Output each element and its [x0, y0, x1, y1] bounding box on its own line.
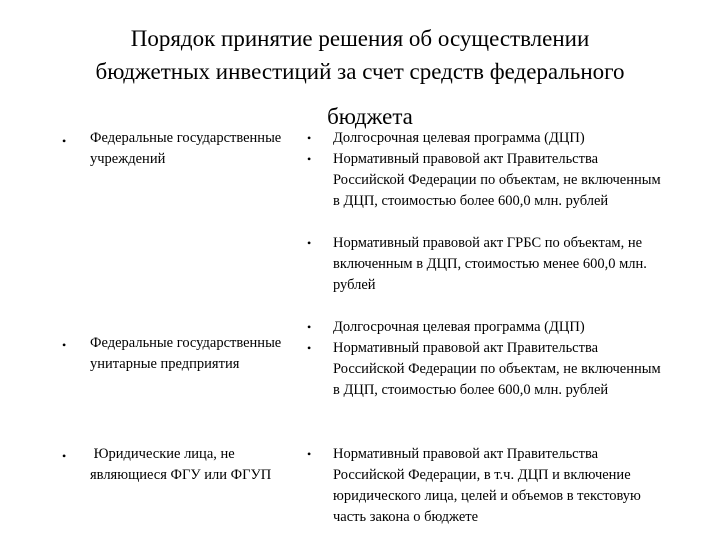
list-item: Нормативный правовой акт Правительства Российской Федерации, в т.ч. ДЦП и включение юридического лица, целей и объемов в текстовую часть закона о бюджете [333, 446, 641, 525]
list-item: Долгосрочная целевая программа (ДЦП) [333, 319, 585, 335]
page-title [0, 22, 720, 88]
title-line-2: бюджетных инвестиций за счет средств федерального [95, 59, 625, 84]
list-item: Долгосрочная целевая программа (ДЦП) [333, 130, 585, 146]
bullet: • [307, 131, 312, 145]
title-line-1: Порядок принятие решения об осуществлении [130, 26, 590, 51]
list-item: Нормативный правовой акт ГРБС по объектам, не включенным в ДЦП, стоимостью менее 600,0 млн. рублей [333, 235, 647, 293]
bullet: • [307, 447, 312, 461]
list-item: Нормативный правовой акт Правительства Российской Федерации по объектам, не включенным в ДЦП, стоимостью более 600,0 млн. рублей [333, 340, 661, 398]
bullet: • [307, 152, 312, 166]
list-item: Нормативный правовой акт Правительства Российской Федерации по объектам, не включенным в ДЦП, стоимостью более 600,0 млн. рублей [333, 151, 661, 209]
bullet: • [62, 449, 67, 463]
recipient-label: Федеральные государственные учреждений [90, 130, 282, 167]
recipient-label: Юридические лица, не являющиеся ФГУ или ФГУП [90, 446, 272, 483]
bullet: • [307, 320, 312, 334]
bullet: • [62, 338, 67, 352]
bullet: • [307, 236, 312, 250]
bullet: • [307, 341, 312, 355]
title-line-3: бюджета [327, 104, 413, 129]
recipient-label: Федеральные государственные унитарные предприятия [90, 335, 282, 372]
bullet: • [62, 134, 67, 148]
